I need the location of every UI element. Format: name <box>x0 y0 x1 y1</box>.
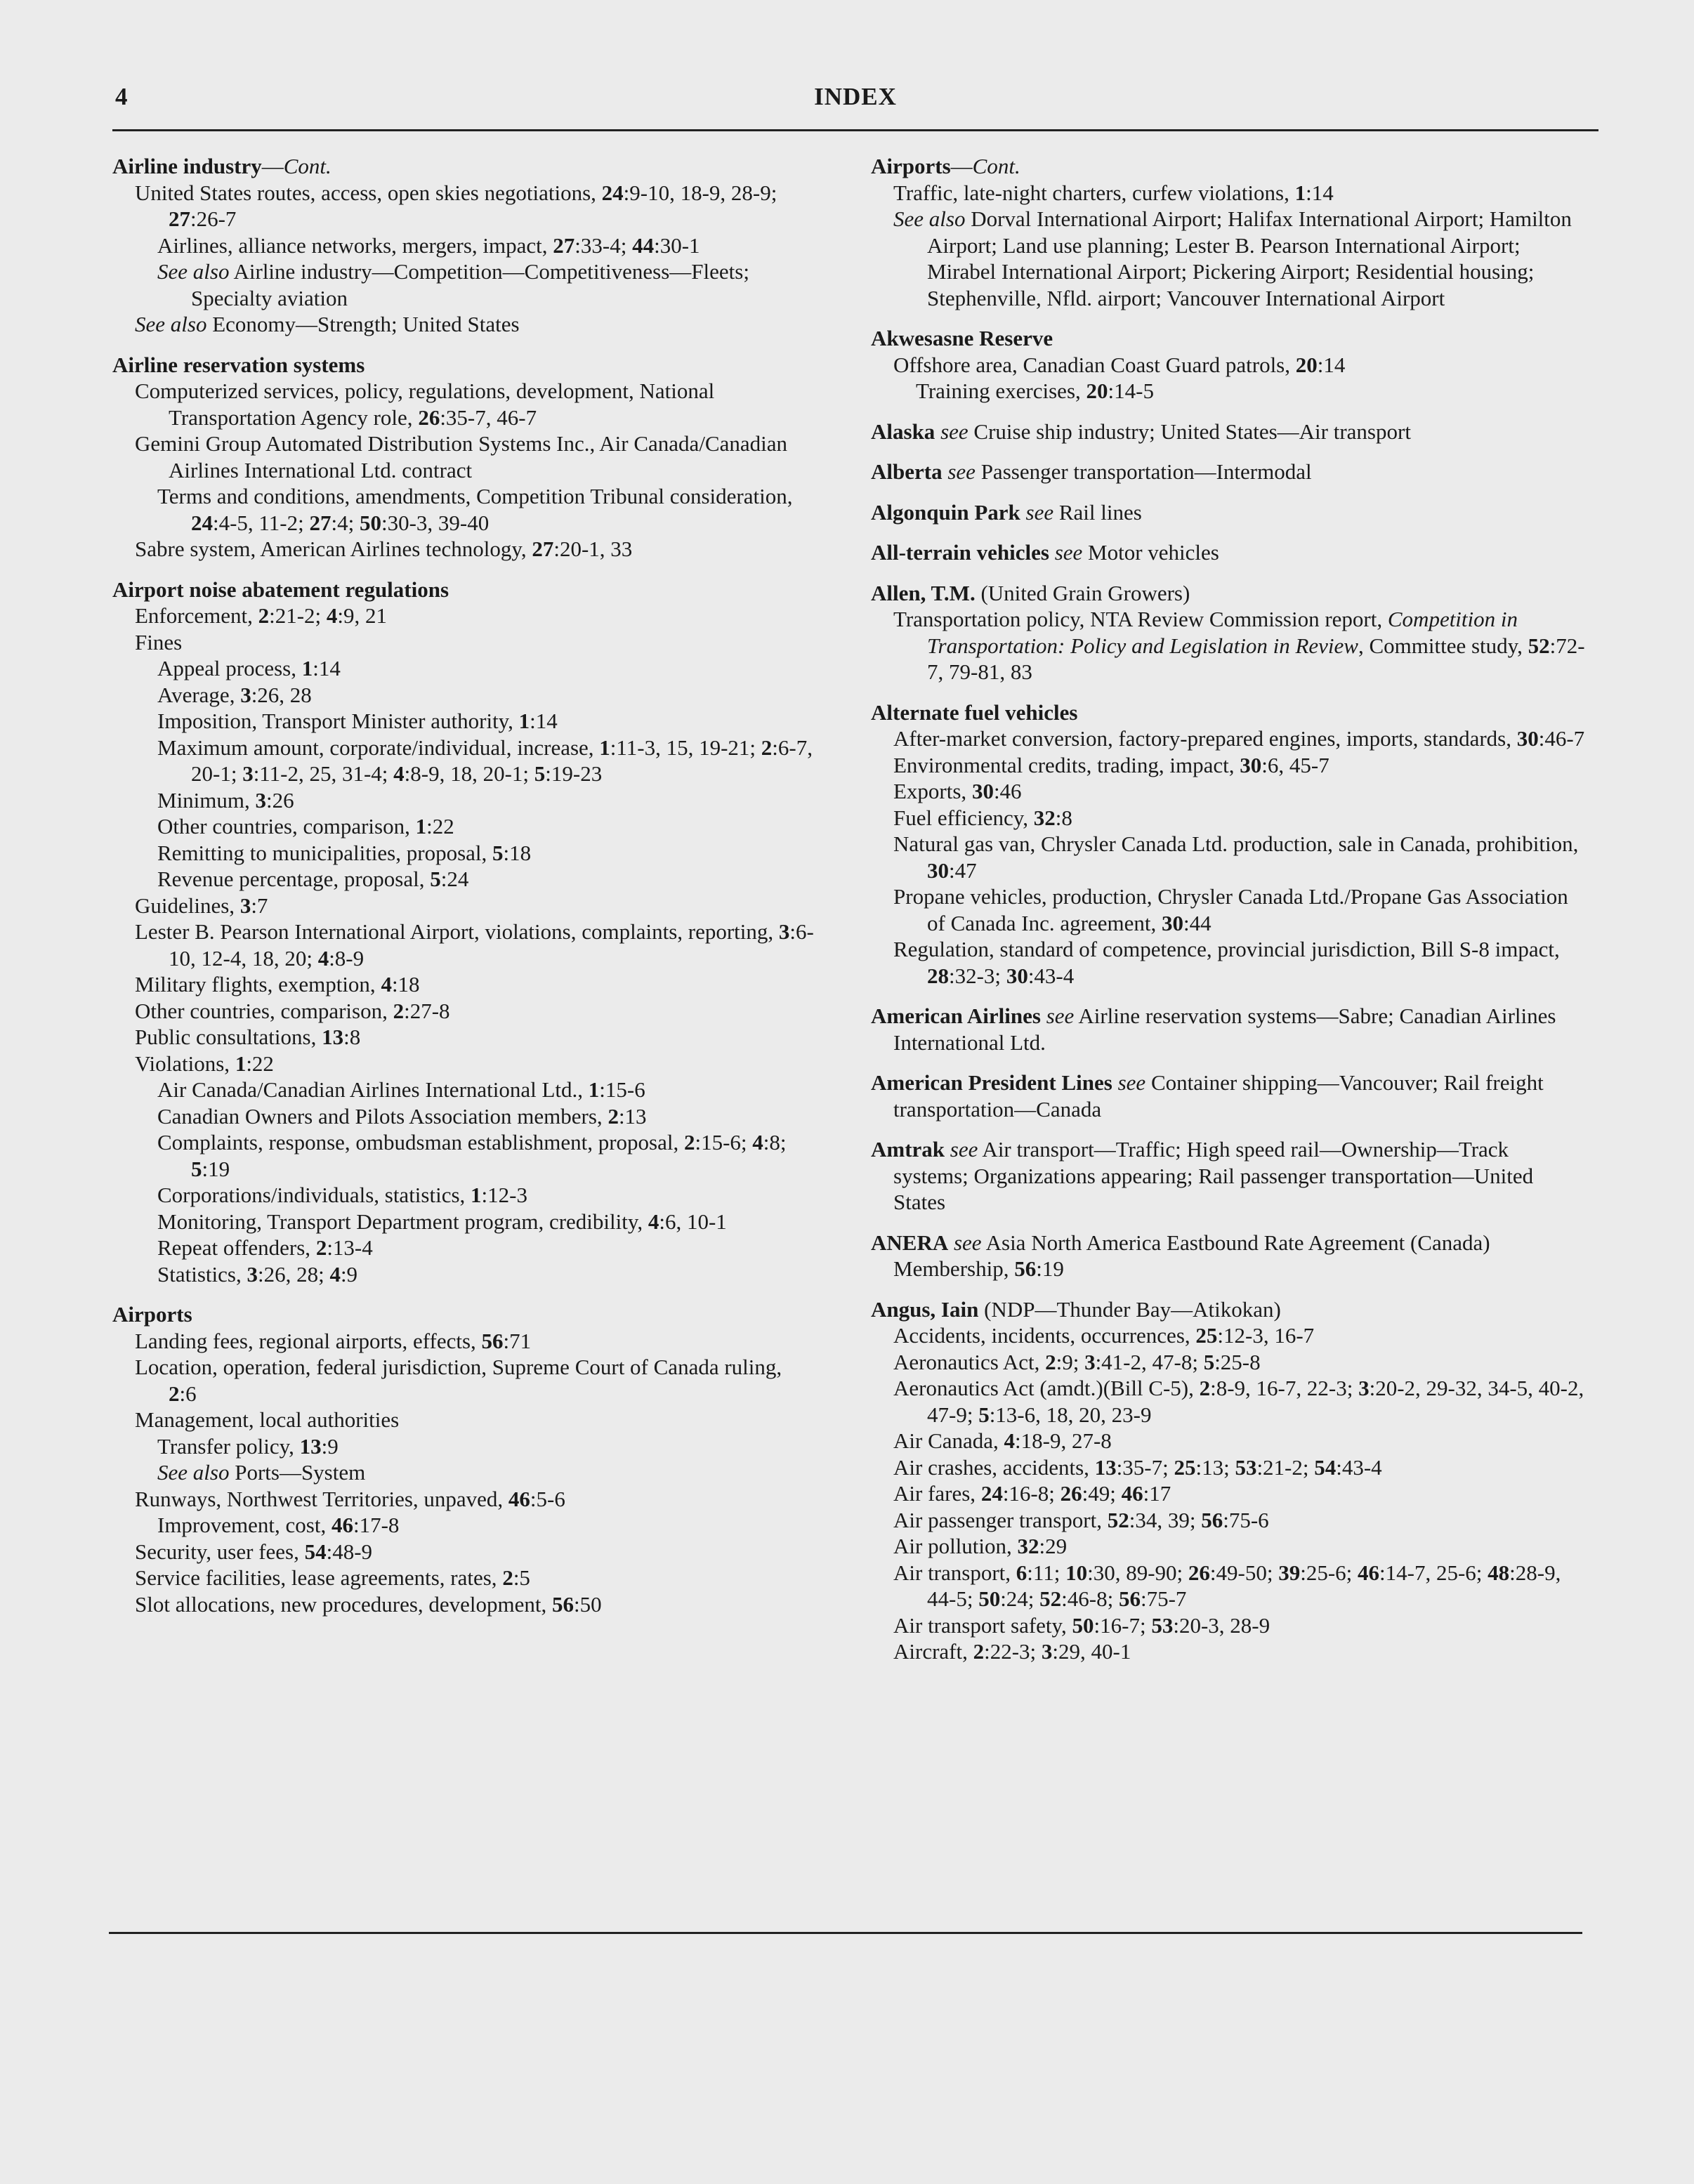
index-subentry: Minimum, 3:26 <box>157 787 294 813</box>
index-subentry: Training exercises, 20:14-5 <box>916 379 1154 403</box>
heading-term: Airports <box>112 1302 192 1327</box>
index-entry <box>871 580 1587 685</box>
index-subentry: Airlines, alliance networks, mergers, impact, 27:33-4; 44:30-1 <box>157 232 700 258</box>
page-header <box>112 83 1598 132</box>
see-reference-label: see <box>1020 499 1054 525</box>
index-subentry: Other countries, comparison, 1:22 <box>157 814 454 838</box>
index-entry <box>871 153 1587 311</box>
index-subentry: Air pollution, 32:29 <box>893 1534 1068 1558</box>
heading-term: ANERA <box>871 1230 949 1255</box>
index-heading: Algonquin Park see Rail lines <box>871 499 1142 525</box>
index-subentry: Average, 3:26, 28 <box>157 682 312 707</box>
see-reference-label: see <box>1040 1004 1075 1028</box>
see-reference-label: see <box>945 1137 978 1162</box>
index-subentry: Environmental credits, trading, impact, 30:6, 45-7 <box>893 752 1329 777</box>
page-title: INDEX <box>814 83 897 110</box>
heading-term: Airports <box>871 154 951 178</box>
index-subentry: See also Airline industry—Competition—Competitiveness—Fleets; Specialty aviation <box>157 259 749 310</box>
index-column-left <box>112 153 815 1631</box>
heading-term: Amtrak <box>871 1137 945 1162</box>
heading-term: Airline industry <box>112 154 262 178</box>
index-entry <box>871 699 1587 989</box>
index-subentry: Enforcement, 2:21-2; 4:9, 21 <box>135 603 388 628</box>
index-subentry: Fines <box>135 629 183 654</box>
index-subentry: Membership, 56:19 <box>893 1256 1064 1281</box>
index-entry <box>112 153 815 338</box>
heading-term: Alaska <box>871 419 935 444</box>
index-subentry: Security, user fees, 54:48-9 <box>135 1539 373 1564</box>
index-subentry: Natural gas van, Chrysler Canada Ltd. production, sale in Canada, prohibition, 30:47 <box>893 831 1579 883</box>
index-subentry: Propane vehicles, production, Chrysler Canada Ltd./Propane Gas Association of Canada Inc. agreement, 30:44 <box>893 884 1568 935</box>
index-subentry: Repeat offenders, 2:13-4 <box>157 1235 373 1260</box>
index-heading: Angus, Iain (NDP—Thunder Bay—Atikokan) <box>871 1296 1281 1322</box>
index-entry <box>112 577 815 1288</box>
see-reference-label: see <box>942 459 976 484</box>
index-subentry: Location, operation, federal jurisdiction, Supreme Court of Canada ruling, 2:6 <box>135 1355 782 1406</box>
index-heading: Airports—Cont. <box>871 154 1020 178</box>
index-subentry: Guidelines, 3:7 <box>135 893 268 918</box>
index-subentry: Corporations/individuals, statistics, 1:12-3 <box>157 1183 527 1207</box>
see-reference-label: see <box>1049 540 1083 565</box>
index-subentry: Complaints, response, ombudsman establishment, proposal, 2:15-6; 4:8; 5:19 <box>157 1130 787 1181</box>
index-subentry: See also Economy—Strength; United States <box>135 312 520 336</box>
index-heading <box>871 699 1587 726</box>
index-subentry: Aeronautics Act (amdt.)(Bill C-5), 2:8-9, 16-7, 22-3; 3:20-2, 29-32, 34-5, 40-2, 47-9; 5:13-6, 18, 20, 23-9 <box>893 1376 1584 1427</box>
see-reference-label: see <box>948 1230 982 1255</box>
index-heading: ANERA see Asia North America Eastbound Rate Agreement (Canada) <box>871 1230 1490 1255</box>
heading-term: All-terrain vehicles <box>871 540 1049 565</box>
index-subentry: Transportation policy, NTA Review Commission report, Competition in Transportation: Policy and Legislation in Review, Committee study, 52:72-7, 79-81, 83 <box>893 607 1585 684</box>
index-heading: Amtrak see Air transport—Traffic; High speed rail—Ownership—Track systems; Organizations appearing; Rail passenger transportation—United States <box>871 1137 1534 1214</box>
index-entry <box>871 419 1587 445</box>
index-heading: All-terrain vehicles see Motor vehicles <box>871 540 1219 565</box>
index-subentry: Slot allocations, new procedures, development, 56:50 <box>135 1591 602 1617</box>
index-entry <box>871 325 1587 404</box>
continued-label: Cont. <box>283 154 331 178</box>
index-subentry: Canadian Owners and Pilots Association members, 2:13 <box>157 1103 647 1129</box>
index-entry <box>871 539 1587 566</box>
continued-label: Cont. <box>972 154 1020 178</box>
index-subentry: Offshore area, Canadian Coast Guard patrols, 20:14 <box>893 352 1346 377</box>
index-heading: American Airlines see Airline reservation systems—Sabre; Canadian Airlines International Ltd. <box>871 1004 1556 1055</box>
index-subentry: Statistics, 3:26, 28; 4:9 <box>157 1261 358 1287</box>
index-subentry: Air Canada/Canadian Airlines International Ltd., 1:15-6 <box>157 1077 645 1102</box>
index-entry <box>871 1003 1587 1055</box>
index-column-right <box>871 153 1587 1679</box>
index-subentry: Remitting to municipalities, proposal, 5:18 <box>157 840 532 865</box>
index-heading: Airline industry—Cont. <box>112 154 331 178</box>
index-subentry: Service facilities, lease agreements, rates, 2:5 <box>135 1565 530 1590</box>
page-number: 4 <box>115 83 128 110</box>
index-subentry: Aeronautics Act, 2:9; 3:41-2, 47-8; 5:25-8 <box>893 1349 1261 1374</box>
index-entry <box>871 1136 1587 1216</box>
heading-term: Akwesasne Reserve <box>871 326 1053 350</box>
heading-term: Angus, Iain <box>871 1296 979 1322</box>
index-subentry: See also Ports—System <box>157 1460 366 1485</box>
see-reference-label: see <box>935 419 969 444</box>
index-subentry: Public consultations, 13:8 <box>135 1025 361 1049</box>
index-entry <box>112 1301 815 1617</box>
index-subentry: Air crashes, accidents, 13:35-7; 25:13; 53:21-2; 54:43-4 <box>893 1454 1382 1480</box>
see-reference-label: See also <box>157 259 230 284</box>
index-subentry: Accidents, incidents, occurrences, 25:12-3, 16-7 <box>893 1323 1315 1348</box>
index-subentry: Air Canada, 4:18-9, 27-8 <box>893 1428 1112 1453</box>
index-subentry: Improvement, cost, 46:17-8 <box>157 1513 400 1537</box>
footer-rule <box>109 1932 1582 1934</box>
index-subentry: Maximum amount, corporate/individual, increase, 1:11-3, 15, 19-21; 2:6-7, 20-1; 3:11-2, 25, 31-4; 4:8-9, 18, 20-1; 5:19-23 <box>157 735 813 786</box>
index-subentry: Air transport safety, 50:16-7; 53:20-3, 28-9 <box>893 1612 1270 1638</box>
index-heading: American President Lines see Container shipping—Vancouver; Rail freight transportation—Canada <box>871 1070 1544 1121</box>
heading-term: Allen, T.M. <box>871 580 976 605</box>
index-subentry: Fuel efficiency, 32:8 <box>893 805 1072 830</box>
index-subentry: Sabre system, American Airlines technology, 27:20-1, 33 <box>135 537 633 561</box>
index-subentry: Violations, 1:22 <box>135 1051 274 1076</box>
index-subentry: Appeal process, 1:14 <box>157 656 341 680</box>
heading-term: Alternate fuel vehicles <box>871 699 1078 725</box>
index-subentry: Transfer policy, 13:9 <box>157 1433 339 1459</box>
see-reference-label: See also <box>893 206 966 231</box>
heading-term: Airline reservation systems <box>112 352 365 377</box>
index-heading <box>112 577 815 603</box>
heading-term: American Airlines <box>871 1004 1041 1028</box>
index-subentry: Air transport, 6:11; 10:30, 89-90; 26:49-50; 39:25-6; 46:14-7, 25-6; 48:28-9, 44-5; 50:24; 52:46-8; 56:75-7 <box>893 1560 1561 1611</box>
index-entry <box>871 1230 1587 1282</box>
index-entry <box>871 499 1587 526</box>
index-subentry: After-market conversion, factory-prepared engines, imports, standards, 30:46-7 <box>893 726 1585 751</box>
index-subentry: Gemini Group Automated Distribution Systems Inc., Air Canada/Canadian Airlines International Ltd. contract <box>135 431 788 482</box>
index-subentry: Runways, Northwest Territories, unpaved, 46:5-6 <box>135 1486 565 1511</box>
index-subentry: Landing fees, regional airports, effects, 56:71 <box>135 1328 532 1353</box>
index-subentry: Management, local authorities <box>135 1407 400 1432</box>
index-subentry: Traffic, late-night charters, curfew violations, 1:14 <box>893 180 1334 205</box>
index-subentry: Terms and conditions, amendments, Competition Tribunal consideration, 24:4-5, 11-2; 27:4; 50:30-3, 39-40 <box>157 484 793 535</box>
index-entry <box>112 352 815 563</box>
header-rule <box>112 129 1598 131</box>
index-entry <box>871 459 1587 485</box>
index-subentry: See also Dorval International Airport; Halifax International Airport; Hamilton Airport; Land use planning; Lester B. Pearson International Airport; Mirabel International Airport; Pickering Airport; Residential housing; Stephenville, Nfld. airport; Vancouver International Airport <box>893 206 1572 310</box>
heading-term: Airport noise abatement regulations <box>112 577 449 602</box>
see-reference-label: See also <box>135 312 207 336</box>
index-subentry: Computerized services, policy, regulations, development, National Transportation Agency role, 26:35-7, 46-7 <box>135 379 715 430</box>
see-reference-label: see <box>1112 1070 1146 1095</box>
index-subentry: United States routes, access, open skies negotiations, 24:9-10, 18-9, 28-9; 27:26-7 <box>135 180 777 231</box>
heading-term: American President Lines <box>871 1070 1112 1095</box>
see-reference-label: See also <box>157 1460 230 1485</box>
index-heading: Alaska see Cruise ship industry; United States—Air transport <box>871 419 1411 444</box>
index-heading <box>112 352 815 379</box>
index-subentry: Monitoring, Transport Department program, credibility, 4:6, 10-1 <box>157 1209 727 1234</box>
index-entry <box>871 1296 1587 1665</box>
document-title: Competition in Transportation: Policy and Legislation in Review <box>927 607 1518 658</box>
heading-term: Alberta <box>871 459 943 484</box>
index-subentry: Regulation, standard of competence, provincial jurisdiction, Bill S-8 impact, 28:32-3; 30:43-4 <box>893 937 1560 988</box>
index-subentry: Military flights, exemption, 4:18 <box>135 972 420 996</box>
index-subentry: Air fares, 24:16-8; 26:49; 46:17 <box>893 1481 1171 1506</box>
index-subentry: Aircraft, 2:22-3; 3:29, 40-1 <box>893 1639 1131 1664</box>
index-subentry: Other countries, comparison, 2:27-8 <box>135 998 450 1023</box>
index-heading <box>112 1301 815 1328</box>
index-entry <box>871 1070 1587 1122</box>
index-subentry: Imposition, Transport Minister authority, 1:14 <box>157 709 558 733</box>
index-subentry: Exports, 30:46 <box>893 779 1022 803</box>
heading-term: Algonquin Park <box>871 499 1020 525</box>
index-heading <box>871 325 1587 352</box>
index-subentry: Revenue percentage, proposal, 5:24 <box>157 867 469 891</box>
index-heading: Allen, T.M. (United Grain Growers) <box>871 580 1190 605</box>
index-subentry: Air passenger transport, 52:34, 39; 56:75-6 <box>893 1507 1269 1532</box>
index-subentry: Lester B. Pearson International Airport, violations, complaints, reporting, 3:6-10, 12-4, 18, 20; 4:8-9 <box>135 919 814 971</box>
index-heading: Alberta see Passenger transportation—Intermodal <box>871 459 1312 484</box>
